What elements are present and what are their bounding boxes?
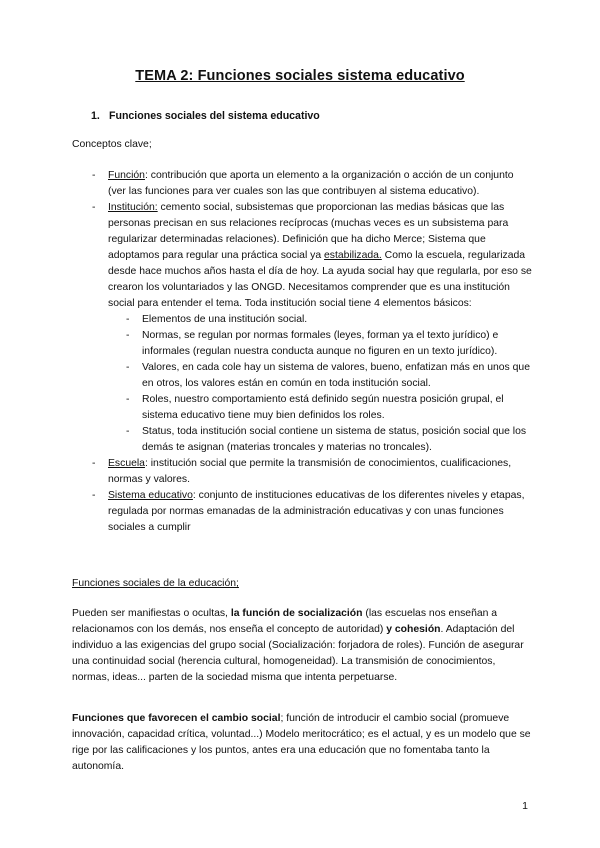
sub-item: - Normas, se regulan por normas formales (leyes, forman ya el texto jurídico) e informales (regulan nuestra conducta aunque no figuren en un texto jurídico).	[126, 330, 499, 357]
sub-item: - Elementos de una institución social.	[126, 314, 308, 325]
term-separator: :	[144, 170, 148, 181]
bold-socializacion: la función de socialización	[230, 608, 363, 619]
list-item-sistema-educativo	[92, 488, 532, 536]
definition-funcion: contribución que aporta un elemento a la organización o acción de un conjunto (ver las funciones para ver cuales son las que contribuyen al sistema educativo).	[108, 170, 514, 197]
conceptos-label: Conceptos clave;	[72, 139, 152, 150]
list-item-institucion	[92, 200, 532, 456]
term-funcion: Función	[108, 170, 145, 181]
section2-heading: Funciones sociales de la educación;	[72, 578, 239, 589]
bullet-dash: -	[92, 202, 96, 213]
paragraph-socializacion: Pueden ser manifiestas o ocultas, la función de socialización (las escuelas nos enseñan a relacionamos con los demás, nos enseña el concepto de autoridad) y cohesión. Adaptación del individuo a las exigencias del grupo social (Socialización: forjadora de roles). Función de asegurar una continuidad social (herencia cultural, homogeneidad). La transmisión de conocimientos, normas, ideas... parten de la sociedad misma que intenta perpetuarse.	[72, 608, 524, 683]
sub-item: - Valores, en cada cole hay un sistema de valores, bueno, enfatizan más en unos que en otros, los valores están en común en toda institución social.	[126, 362, 530, 389]
bullet-dash: -	[92, 490, 96, 501]
underlined-word: estabilizada.	[324, 250, 382, 261]
bold-cohesion: y cohesión	[386, 624, 441, 635]
section-number: 1.	[91, 110, 100, 122]
definition-institucion-a: cemento social, subsistemas que proporcionan las medias básicas que las personas precisan en sus relaciones recíprocas (muchas veces es un subsistema para regularizar determinadas relaciones). Definición que ha dicho Merce; Sistema que adoptamos para regular una práctica social ya	[108, 202, 509, 261]
definition-escuela: institución social que permite la transmisión de conocimientos, cualificaciones, normas y valores.	[108, 458, 512, 485]
sub-item: - Status, toda institución social contiene un sistema de status, posición social que los demás te asignan (materias troncales y materias no troncales).	[126, 426, 527, 453]
term-separator: :	[192, 490, 196, 501]
definition-sistema-educativo: conjunto de instituciones educativas de los diferentes niveles y etapas, regulada por normas emanadas de la administración educativas y con unas funciones sociales a cumplir	[108, 490, 525, 533]
definition-institucion-b: Como la escuela, regularizada desde hace muchos años hasta el día de hoy. La ayuda social hay que regularla, por eso se crearon los voluntariados y las ONGD. Necesitamos comprender que es una institución social para entender el tema. Toda institución social tiene 4 elementos básicos:	[108, 250, 532, 309]
page-title: TEMA 2: Funciones sociales sistema educativo	[135, 68, 465, 84]
page-number: 1	[522, 800, 528, 812]
list-item-funcion	[92, 168, 532, 200]
term-separator: :	[144, 458, 148, 469]
list-item-escuela	[92, 456, 532, 488]
bullet-dash: -	[92, 170, 96, 181]
term-institucion: Institución:	[108, 202, 158, 213]
term-sistema-educativo: Sistema educativo	[108, 490, 193, 501]
bullet-dash: -	[92, 458, 96, 469]
paragraph-cambio-social: Funciones que favorecen el cambio social; función de introducir el cambio social (promueve innovación, capacidad crítica, voluntad...) Modelo meritocrático; es el actual, y es un modelo que se rige por las calificaciones y los puntos, antes era una educación que no fomentaba tanto la autonomía.	[72, 713, 531, 772]
section-heading-text: Funciones sociales del sistema educativo	[109, 110, 320, 122]
term-escuela: Escuela	[108, 458, 145, 469]
bold-cambio-social: Funciones que favorecen el cambio social	[72, 713, 281, 724]
concept-list	[92, 168, 532, 536]
sub-item: - Roles, nuestro comportamiento está definido según nuestra posición grupal, el sistema educativo tiene muy bien definidos los roles.	[126, 394, 504, 421]
section-heading	[91, 108, 320, 124]
